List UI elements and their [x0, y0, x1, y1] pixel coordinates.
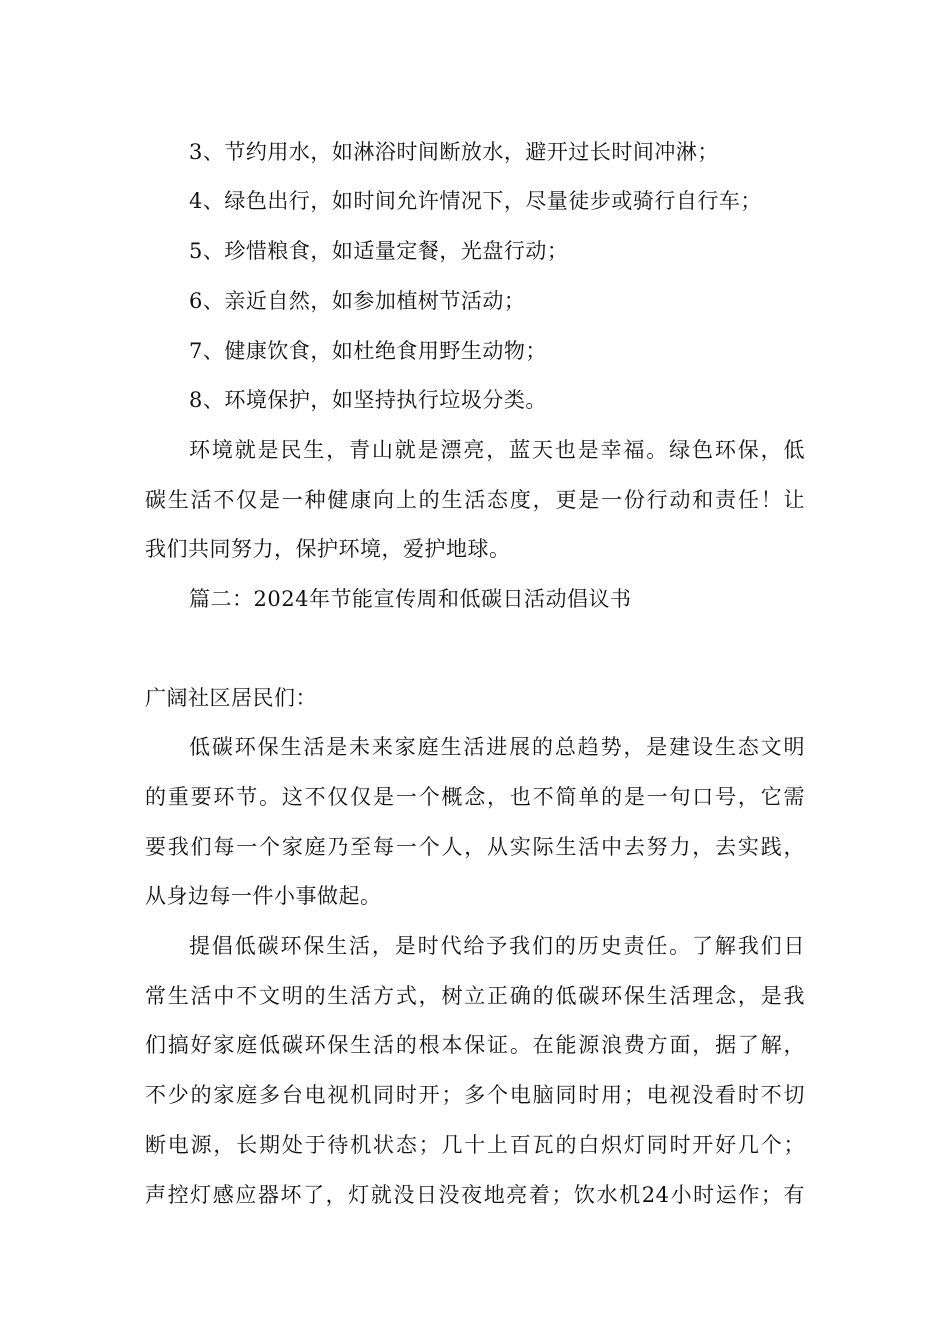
paragraph-line: 声控灯感应器坏了，灯就没日没夜地亮着；饮水机24小时运作；有 [145, 1183, 805, 1207]
paragraph-line: 我们共同努力，保护环境，爱护地球。 [145, 537, 511, 561]
paragraph-line: 不少的家庭多台电视机同时开；多个电脑同时用；电视没看时不切 [145, 1083, 805, 1107]
paragraph-line: 断电源，长期处于待机状态；几十上百瓦的白炽灯同时开好几个； [145, 1133, 805, 1157]
paragraph-line: 们搞好家庭低碳环保生活的根本保证。在能源浪费方面，据了解， [145, 1033, 805, 1057]
list-item: 8、环境保护，如坚持执行垃圾分类。 [189, 388, 547, 412]
paragraph-line: 要我们每一个家庭乃至每一个人，从实际生活中去努力，去实践， [145, 835, 805, 859]
list-item: 4、绿色出行，如时间允许情况下，尽量徒步或骑行自行车； [189, 189, 762, 213]
paragraph-line: 常生活中不文明的生活方式，树立正确的低碳环保生活理念，是我 [145, 984, 805, 1008]
section-heading: 篇二：2024年节能宣传周和低碳日活动倡议书 [189, 587, 632, 611]
paragraph-line: 的重要环节。这不仅仅是一个概念，也不简单的是一句口号，它需 [145, 785, 805, 809]
paragraph-line: 从身边每一件小事做起。 [145, 884, 382, 908]
salutation: 广阔社区居民们： [145, 686, 317, 710]
paragraph-line: 低碳环保生活是未来家庭生活进展的总趋势，是建设生态文明 [189, 735, 805, 759]
paragraph-line: 提倡低碳环保生活，是时代给予我们的历史责任。了解我们日 [189, 934, 805, 958]
list-item: 7、健康饮食，如杜绝食用野生动物； [189, 339, 547, 363]
paragraph-line: 碳生活不仅是一种健康向上的生活态度，更是一份行动和责任！让 [145, 488, 805, 512]
paragraph-line: 环境就是民生，青山就是漂亮，蓝天也是幸福。绿色环保，低 [189, 438, 805, 462]
list-item: 6、亲近自然，如参加植树节活动； [189, 289, 526, 313]
list-item: 3、节约用水，如淋浴时间断放水，避开过长时间冲淋； [189, 140, 719, 164]
list-item: 5、珍惜粮食，如适量定餐，光盘行动； [189, 239, 569, 263]
